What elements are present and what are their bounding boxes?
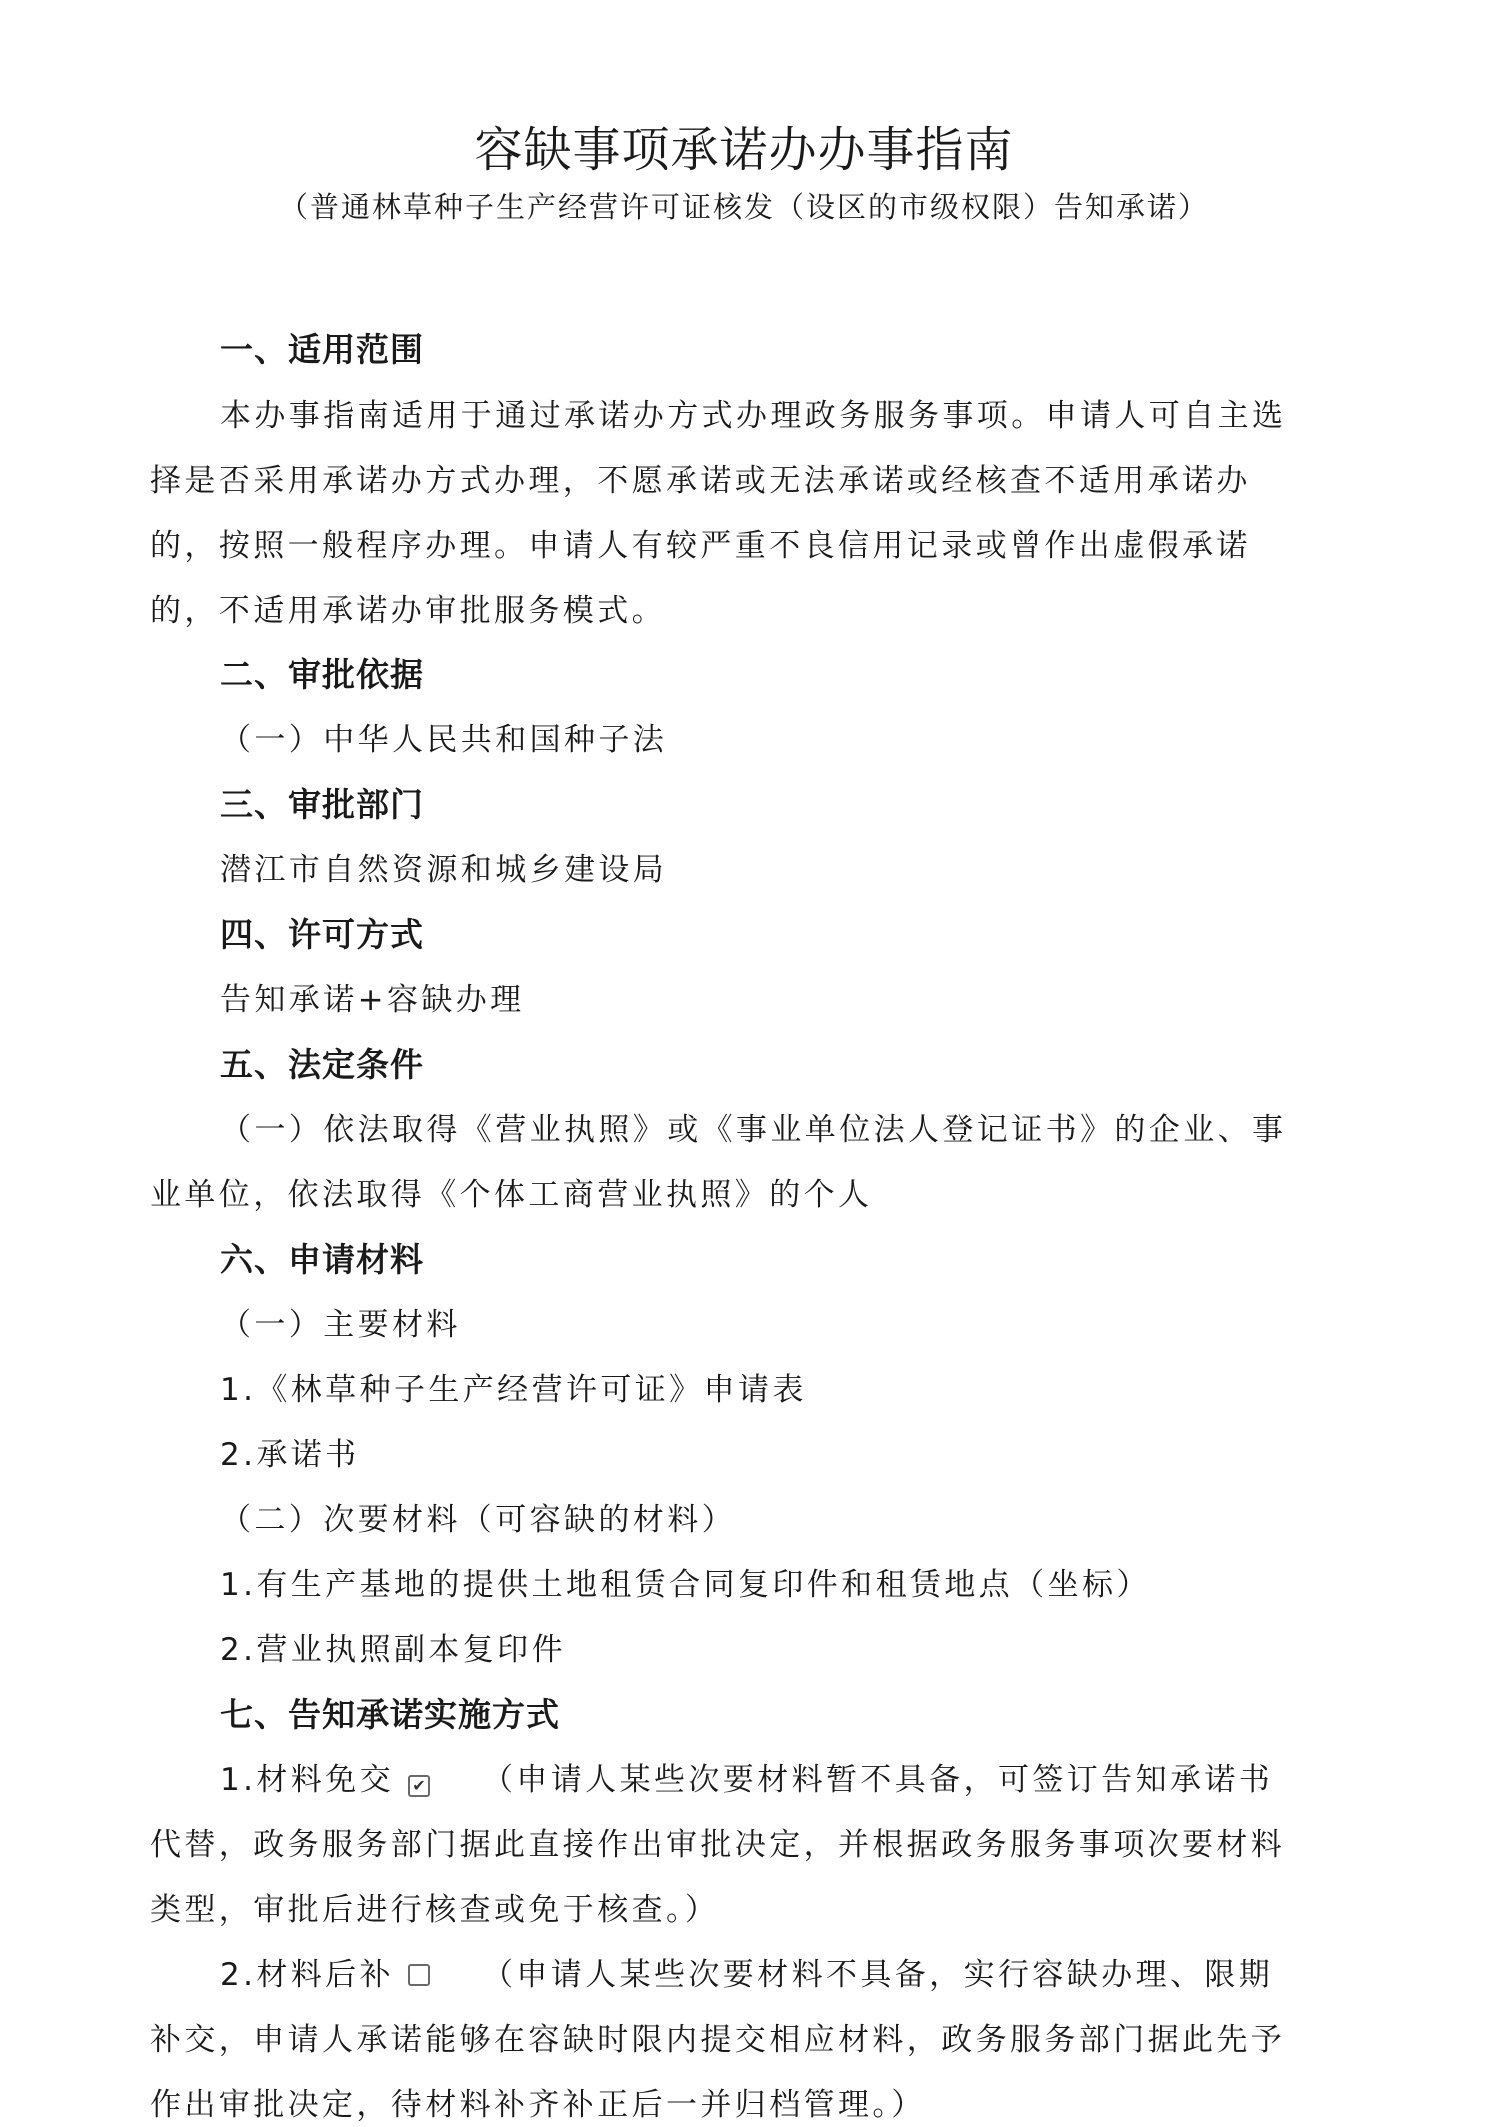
- paragraph-line: 作出审批决定，待材料补齐补正后一并归档管理。）: [150, 2087, 926, 2123]
- paragraph-line: 潜江市自然资源和城乡建设局: [220, 852, 668, 888]
- paragraph-line: 2.营业执照副本复印件: [220, 1632, 566, 1668]
- paragraph-line: 1.有生产基地的提供土地租赁合同复印件和租赁地点（坐标）: [220, 1567, 1151, 1603]
- option-line-supplement: [220, 1953, 1340, 1997]
- paragraph-line: 告知承诺+容缺办理: [220, 982, 525, 1018]
- option-label-waive: 1.材料免交: [220, 1762, 394, 1798]
- option-desc-waive: （申请人某些次要材料暂不具备，可签订告知承诺书: [481, 1762, 1274, 1798]
- section-heading-implementation: 七、告知承诺实施方式: [220, 1695, 560, 1734]
- document-subtitle: （普通林草种子生产经营许可证核发（设区的市级权限）告知承诺）: [278, 190, 1209, 224]
- paragraph-line: 代替，政务服务部门据此直接作出审批决定，并根据政务服务事项次要材料: [150, 1827, 1286, 1863]
- paragraph-line: 的，不适用承诺办审批服务模式。: [150, 593, 666, 629]
- section-heading-method: 四、许可方式: [220, 915, 424, 954]
- paragraph-line: 择是否采用承诺办方式办理，不愿承诺或无法承诺或经核查不适用承诺办: [150, 463, 1251, 499]
- unchecked-checkbox-icon[interactable]: [408, 1964, 430, 1986]
- paragraph-line: 2.承诺书: [220, 1437, 360, 1473]
- paragraph-line: 本办事指南适用于通过承诺办方式办理政务服务事项。申请人可自主选: [220, 398, 1287, 434]
- section-heading-conditions: 五、法定条件: [220, 1045, 424, 1084]
- section-heading-materials: 六、申请材料: [220, 1240, 424, 1279]
- option-label-supplement: 2.材料后补: [220, 1957, 394, 1993]
- section-heading-department: 三、审批部门: [220, 785, 424, 824]
- paragraph-line: （二）次要材料（可容缺的材料）: [220, 1502, 736, 1538]
- checked-checkbox-icon[interactable]: ✔: [408, 1775, 430, 1797]
- document-title: 容缺事项承诺办办事指南: [474, 122, 1014, 178]
- section-heading-scope: 一、适用范围: [220, 330, 424, 369]
- paragraph-line: 的，按照一般程序办理。申请人有较严重不良信用记录或曾作出虚假承诺: [150, 528, 1251, 564]
- paragraph-line: （一）主要材料: [220, 1307, 461, 1343]
- paragraph-line: （一）依法取得《营业执照》或《事业单位法人登记证书》的企业、事: [220, 1112, 1287, 1148]
- option-line-waive: [220, 1758, 1340, 1802]
- paragraph-line: 补交，申请人承诺能够在容缺时限内提交相应材料，政务服务部门据此先予: [150, 2022, 1286, 2058]
- paragraph-line: 业单位，依法取得《个体工商营业执照》的个人: [150, 1177, 873, 1213]
- section-heading-basis: 二、审批依据: [220, 655, 424, 694]
- paragraph-line: 1.《林草种子生产经营许可证》申请表: [220, 1372, 807, 1408]
- paragraph-line: 类型，审批后进行核查或免于核查。）: [150, 1892, 720, 1928]
- option-desc-supplement: （申请人某些次要材料不具备，实行容缺办理、限期: [481, 1957, 1274, 1993]
- paragraph-line: （一）中华人民共和国种子法: [220, 722, 668, 758]
